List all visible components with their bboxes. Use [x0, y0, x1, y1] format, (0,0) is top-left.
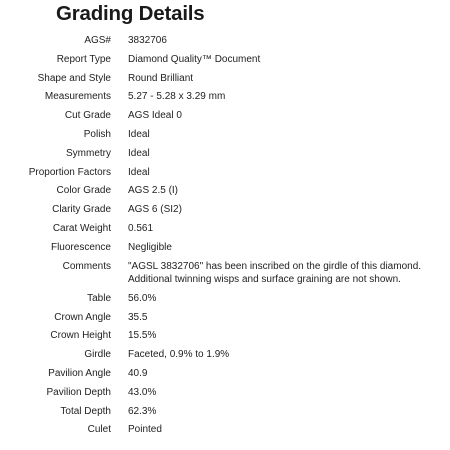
detail-value: 40.9 [128, 368, 148, 380]
detail-row-shape-and-style [0, 72, 450, 91]
detail-value: 43.0% [128, 386, 157, 398]
detail-value: 3832706 [128, 35, 167, 46]
detail-row-carat-weight [0, 222, 450, 241]
detail-label: Carat Weight [52, 222, 111, 234]
detail-value: 5.27 - 5.28 x 3.29 mm [128, 91, 226, 103]
detail-row-table [0, 292, 450, 311]
detail-label: Girdle [84, 349, 111, 361]
detail-label: Table [87, 292, 111, 304]
detail-value: Round Brilliant [128, 72, 194, 84]
detail-value: AGS 2.5 (I) [128, 185, 179, 197]
detail-label: Cut Grade [64, 110, 111, 122]
detail-label: Polish [83, 128, 111, 140]
detail-value: AGS 6 (SI2) [128, 204, 182, 216]
detail-label: Shape and Style [37, 72, 111, 84]
detail-label: Comments [62, 260, 111, 272]
page-title: Grading Details [56, 2, 205, 25]
detail-label: Total Depth [60, 405, 111, 417]
comment-line: Additional twinning wisps and surface graining are not shown. [128, 274, 401, 286]
detail-row-report-type [0, 53, 450, 72]
detail-value: 15.5% [128, 330, 157, 342]
detail-row-pavilion-angle [0, 367, 450, 386]
detail-label: Color Grade [56, 185, 111, 197]
detail-value: Ideal [128, 147, 150, 159]
detail-value: Pointed [128, 424, 162, 436]
detail-value: Ideal [128, 166, 150, 178]
detail-row-crown-angle [0, 311, 450, 330]
comment-line: "AGSL 3832706" has been inscribed on the girdle of this diamond. [128, 260, 422, 272]
detail-row-proportion-factors [0, 166, 450, 185]
detail-label: Crown Height [50, 330, 111, 342]
detail-value: Negligible [128, 241, 172, 253]
detail-label: Report Type [56, 53, 111, 65]
detail-value: 62.3% [128, 405, 157, 417]
detail-label: Pavilion Depth [46, 386, 111, 398]
detail-row-polish [0, 128, 450, 147]
detail-value: 0.561 [128, 222, 154, 234]
detail-label: Clarity Grade [52, 204, 111, 216]
detail-row-total-depth [0, 405, 450, 424]
detail-value: 56.0% [128, 292, 157, 304]
detail-row-color-grade [0, 184, 450, 203]
detail-row-girdle [0, 348, 450, 367]
detail-value: AGS Ideal 0 [128, 110, 182, 122]
detail-row-ags-number [0, 34, 450, 53]
detail-row-fluorescence [0, 241, 450, 260]
detail-row-comments [0, 260, 450, 292]
detail-label: Symmetry [66, 147, 111, 159]
detail-label: AGS# [84, 35, 111, 46]
detail-row-measurements [0, 90, 450, 109]
detail-label: Culet [87, 424, 111, 436]
detail-label: Pavilion Angle [48, 368, 111, 380]
grading-details-table [0, 34, 450, 442]
detail-value: Faceted, 0.9% to 1.9% [128, 349, 230, 361]
detail-row-symmetry [0, 147, 450, 166]
detail-row-clarity-grade [0, 203, 450, 222]
detail-value: Ideal [128, 128, 150, 140]
detail-row-pavilion-depth [0, 386, 450, 405]
detail-value-comments [128, 260, 450, 292]
detail-value: Diamond Quality™ Document [128, 53, 261, 65]
detail-row-crown-height [0, 329, 450, 348]
detail-label: Measurements [44, 91, 111, 103]
detail-label: Fluorescence [50, 241, 111, 253]
detail-row-cut-grade [0, 109, 450, 128]
detail-label: Proportion Factors [28, 166, 111, 178]
detail-row-culet [0, 423, 450, 442]
detail-value: 35.5 [128, 311, 148, 323]
detail-label: Crown Angle [54, 311, 111, 323]
